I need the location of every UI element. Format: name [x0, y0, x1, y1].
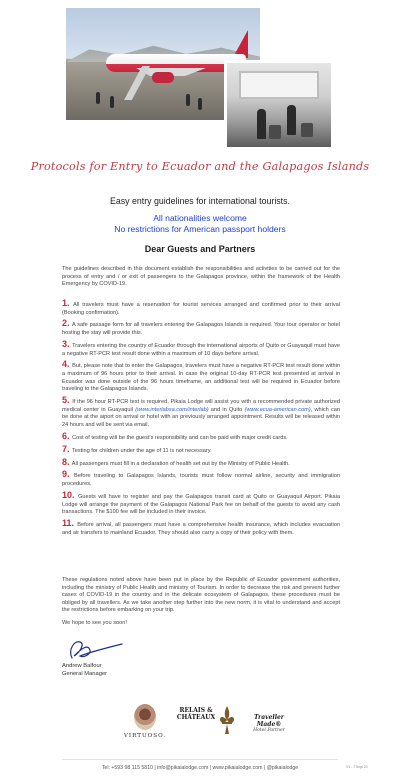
- item-text: Travelers entering the country of Ecuador through the international airports of Quito or Guayaquil must have a negative RT-PCR test result done within a maximum of 10 days before arrival.: [62, 342, 340, 357]
- luggage-shape: [269, 125, 281, 139]
- interlab-link[interactable]: (www.interlabsa.com/interlab): [135, 406, 209, 413]
- signatory-name: Andrew Balfour: [62, 663, 102, 669]
- page-title: Protocols for Entry to Ecuador and the Galapagos Islands: [30, 160, 370, 173]
- luggage-shape: [301, 123, 313, 137]
- plane-engine: [152, 72, 174, 83]
- item-number: 5.: [62, 395, 70, 406]
- virtuoso-emblem-icon: [134, 704, 156, 730]
- terminal-window: [239, 71, 319, 99]
- ecua-american-link[interactable]: (www.ecua-american.com): [244, 406, 311, 413]
- footer-divider: [62, 759, 338, 760]
- list-item: [62, 430, 340, 443]
- list-item: [62, 338, 340, 358]
- passenger-figure: [96, 92, 100, 104]
- highlight-nationalities: All nationalities welcome: [153, 213, 247, 223]
- item-number: 3.: [62, 338, 70, 349]
- item-text: , which can be done at the aiport on arrival or hotel with an previously arranged appointment. Results will be released within 24 hours and will be sent via email.: [62, 406, 340, 428]
- passenger-figure: [198, 98, 202, 110]
- item-number: 11.: [62, 518, 75, 529]
- traveler-figure: [257, 109, 266, 139]
- highlight-passport: No restrictions for American passport holders: [114, 224, 286, 234]
- list-item: [62, 456, 340, 469]
- relais-line-1: RELAIS &: [179, 707, 213, 714]
- hero-photo-collage: [66, 8, 334, 150]
- list-item: [62, 471, 340, 488]
- contact-footer: Tel: +593 98 115 5810 | info@pikaialodge.com | www.pikaialodge.com | @pikaialodge: [101, 765, 299, 771]
- relais-chateaux-logo: [176, 708, 216, 721]
- item-text: All travelers must have a reservation for tourist services arranged and confirmed prior to their arrival (Booking confirmation).: [62, 302, 340, 316]
- item-number: 9.: [62, 469, 70, 480]
- list-item: [62, 361, 340, 393]
- item-text: and in Quito: [208, 406, 245, 413]
- intro-paragraph: The guidelines described in this document establish the responsibilities and activities to be carried out for the process of entry and / or exit of passengers to the Galapagos province, within the framework of the Health Emergency by COVID-19.: [62, 266, 340, 288]
- traveller-made-wordmark: Traveller Made®: [254, 714, 284, 728]
- list-item: [62, 397, 340, 429]
- item-text: Testing for children under the age of 11 is not necessary.: [71, 447, 212, 454]
- subtitle: Easy entry guidelines for international tourists.: [110, 196, 290, 206]
- item-text: Before traveling to Galapagos Islands, tourists must follow normal airline, security and immigration procedures.: [62, 473, 340, 488]
- item-number: 10.: [62, 489, 75, 500]
- item-number: 6.: [62, 430, 70, 441]
- traveller-made-tagline: Hotel Partner: [253, 728, 285, 733]
- list-item: [62, 320, 340, 337]
- list-item: [62, 520, 340, 537]
- sign-off-line: We hope to see you soon!: [62, 620, 127, 626]
- item-text: A safe passage form for all travelers entering the Galapagos Islands is required. Your tour operator or hotel hosting the stay will provide this.: [62, 322, 340, 337]
- list-item: [62, 443, 340, 456]
- item-text: But, please note that to enter the Galapagos, travelers must have a negative RT-PCR test result done within a maximum of 96 hours prior to their arrival. In case the original 10-day RT-PCR test presented at arrival in Ecuador was done outside of the 96 hours timeframe, an additional test will be required in Ecuador before traveling to the Galapagos Islands.: [62, 363, 340, 393]
- signatory-role: General Manager: [62, 671, 108, 677]
- relais-line-2: CHÂTEAUX: [176, 713, 216, 721]
- item-text: Guests will have to register and pay the Galapagos transit card at Quito or Guayaquil Airport. Pikaia Lodge will arrange the payment of the Galapagos National Park fee on behalf of the guests to avoid any cash transactions. The $100 fee will be included in their invoice.: [62, 493, 340, 516]
- signature-icon: [66, 636, 126, 662]
- list-item: [62, 489, 340, 517]
- protocol-list: [62, 300, 340, 541]
- item-text: Before arrival, all passengers must have a comprehensive health insurance, which includes evacuation and air transfers to mainland Ecuador. They should also carry a copy of their policy with them.: [62, 522, 340, 536]
- item-number: 8.: [62, 456, 70, 467]
- item-text: Cost of testing will be the guest's responsibility and can be paid with major credit cards.: [72, 434, 288, 441]
- greeting: Dear Guests and Partners: [144, 244, 256, 254]
- item-number: 7.: [62, 443, 70, 454]
- virtuoso-wordmark: VIRTUOSO.: [123, 733, 167, 739]
- passenger-figure: [186, 94, 190, 106]
- list-item: [62, 300, 340, 317]
- item-text: All passengers must fill in a declaration of health set out by the Ministry of Public Health.: [71, 460, 290, 467]
- version-label: V3 - 7 Sept 20: [346, 765, 368, 769]
- item-number: 1.: [62, 298, 70, 308]
- closing-paragraph: These regulations noted above have been put in place by the Republic of Ecuador government authorities, including the ministry of Public Health and ministry of Tourism. In order to decrease the risk and prevent further cases of COVID-19 in the country and in the delicate ecosystem of Galapagos, these procedures must be obliged by all travellers. As we take another step further into the new norm, it is vital to understand and accept the restrictions before embarking on your trip.: [62, 577, 340, 614]
- item-number: 4.: [62, 359, 70, 370]
- traveler-figure: [287, 105, 296, 135]
- passenger-figure: [110, 96, 114, 108]
- terminal-photo: [224, 60, 334, 150]
- traveller-made-logo: [244, 714, 294, 733]
- fleur-de-lis-icon: [218, 704, 236, 738]
- item-text: If the 96 hour RT-PCR test is required, Pikaia Lodge will assist you with a recommended private authorized medical center in Guayaquil: [62, 399, 340, 413]
- virtuoso-logo: [110, 704, 180, 739]
- item-number: 2.: [62, 318, 70, 329]
- partner-logos: [0, 700, 400, 752]
